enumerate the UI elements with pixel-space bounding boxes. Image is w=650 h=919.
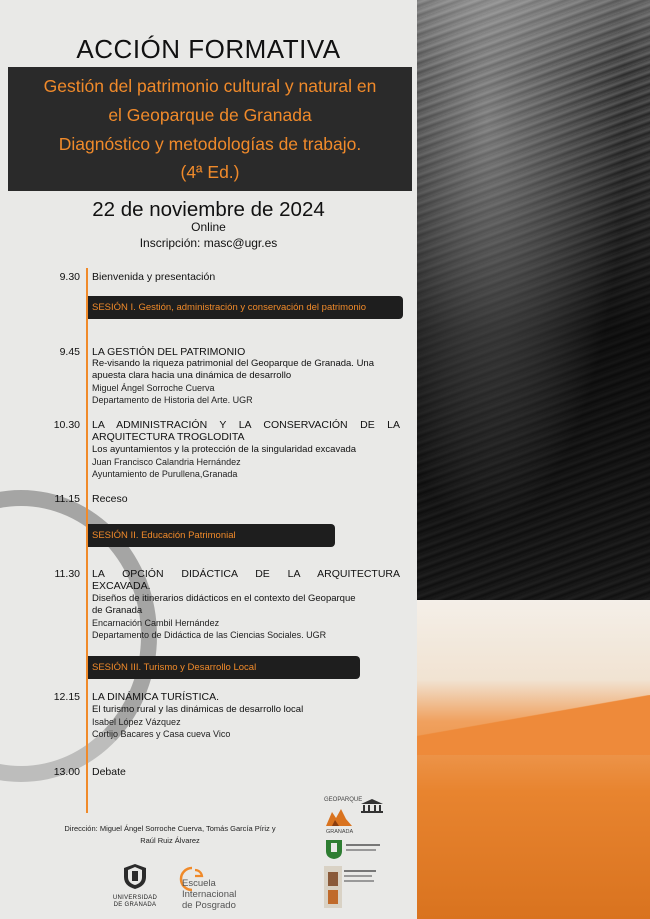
talk-1-title: LA GESTIÓN DEL PATRIMONIO [92, 346, 246, 358]
talk-1-affiliation: Departamento de Historia del Arte. UGR [92, 395, 253, 405]
unesco-icon [360, 798, 384, 814]
session-3-header: SESIÓN III. Turismo y Desarrollo Local [88, 656, 360, 679]
ugr-name-2: DE GRANADA [113, 902, 157, 908]
talk-4-affiliation: Cortijo Bacares y Casa cueva Vico [92, 729, 231, 739]
talk-4-subtitle: El turismo rural y las dinámicas de desarrollo local [92, 704, 304, 715]
session-2-header: SESIÓN II. Educación Patrimonial [88, 524, 335, 547]
ugr-crest-icon [122, 862, 148, 890]
talk-3-subtitle-1: Diseños de itinerarios didácticos en el contexto del Geoparque [92, 593, 356, 604]
talk-4-speaker: Isabel López Vázquez [92, 717, 181, 727]
talk-3-speaker: Encarnación Cambil Hernández [92, 618, 220, 628]
junta-text-line-1 [346, 844, 380, 846]
debate-label: Debate [92, 766, 126, 778]
time-talk-1: 9.45 [59, 346, 80, 358]
break-label: Receso [92, 493, 128, 505]
time-talk-2: 10.30 [53, 419, 80, 431]
directors [40, 823, 300, 847]
talk-1-subtitle-2: apuesta clara hacia una dinámica de desarrollo [92, 370, 292, 381]
talk-2-title-2: ARQUITECTURA TROGLODITA [92, 431, 245, 443]
course-title-banner [8, 67, 412, 191]
talk-3-affiliation: Departamento de Didáctica de las Ciencias Sociales. UGR [92, 630, 327, 640]
cehval-text-line-1 [344, 870, 376, 872]
welcome-label: Bienvenida y presentación [92, 271, 216, 283]
page-title: ACCIÓN FORMATIVA [76, 34, 341, 64]
talk-3-title-1: LA OPCIÓN DIDÁCTICA DE LA ARQUITECTURA [92, 568, 400, 580]
directors-line-1: Dirección: Miguel Ángel Sorroche Cuerva, Tomás García Píriz y [64, 824, 276, 833]
geoparque-granada-icon [324, 806, 354, 828]
banner-line-1: Gestión del patrimonio cultural y natural en [43, 76, 377, 96]
event-date: 22 de noviembre de 2024 [92, 198, 325, 221]
event-modality: Online [191, 220, 226, 234]
registration-email: Inscripción: masc@ugr.es [139, 236, 278, 250]
time-talk-3: 11.30 [54, 568, 80, 580]
talk-1-speaker: Miguel Ángel Sorroche Cuerva [92, 383, 215, 393]
cehval-text-line-3 [344, 880, 374, 882]
granada-label: GRANADA [326, 829, 354, 835]
time-break: 11.15 [54, 493, 80, 505]
geoparque-label: GEOPARQUE [324, 797, 363, 803]
talk-1-subtitle-1: Re-visando la riqueza patrimonial del Geoparque de Granada. Una [92, 358, 375, 369]
time-welcome: 9.30 [59, 271, 80, 283]
junta-text-line-2 [346, 849, 376, 851]
landscape-photo-grayscale [417, 0, 650, 600]
talk-2-affiliation: Ayuntamiento de Purullena,Granada [92, 469, 238, 479]
eip-line-1: Escuela [182, 878, 216, 889]
talk-3-title-2: EXCAVADA. [92, 580, 151, 592]
cehval-icon [324, 866, 342, 908]
eip-line-2: Internacional [182, 889, 237, 900]
eip-line-3: de Posgrado [182, 900, 236, 911]
ugr-logo [106, 862, 164, 909]
talk-2-title-1: LA ADMINISTRACIÓN Y LA CONSERVACIÓN DE LA [92, 419, 400, 431]
directors-line-2: Raúl Ruiz Álvarez [140, 836, 200, 845]
session-1-header: SESIÓN I. Gestión, administración y conservación del patrimonio [88, 296, 403, 319]
junta-andalucia-icon [324, 838, 344, 860]
talk-3-subtitle-2: de Granada [92, 605, 143, 616]
cehval-text-line-2 [344, 875, 372, 877]
banner-line-3: Diagnóstico y metodologías de trabajo. [58, 134, 362, 154]
talk-2-speaker: Juan Francisco Calandria Hernández [92, 457, 241, 467]
talk-2-subtitle: Los ayuntamientos y la protección de la singularidad excavada [92, 444, 357, 455]
partner-logos [322, 796, 384, 911]
landscape-photo-orange [417, 600, 650, 919]
banner-line-4: (4ª Ed.) [180, 162, 240, 182]
ugr-name-1: UNIVERSIDAD [112, 895, 158, 901]
time-debate: 13.00 [53, 766, 80, 778]
photo-ridge [417, 695, 650, 755]
talk-4-title: LA DINÁMICA TURÍSTICA. [92, 691, 219, 703]
time-talk-4: 12.15 [53, 691, 80, 703]
banner-line-2: el Geoparque de Granada [108, 105, 312, 125]
